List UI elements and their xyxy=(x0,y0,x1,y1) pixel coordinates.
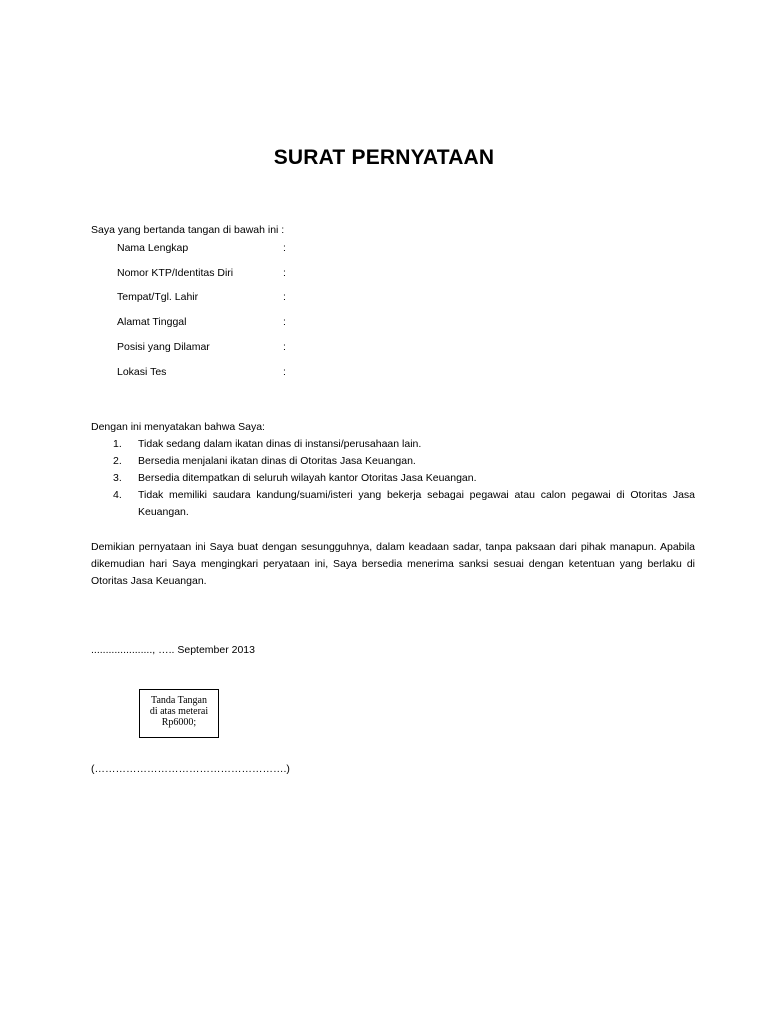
list-item xyxy=(91,436,695,453)
field-label-tempat-tgl-lahir: Tempat/Tgl. Lahir xyxy=(117,291,199,303)
list-number: 3. xyxy=(113,472,122,484)
list-item xyxy=(91,470,695,487)
document-title: SURAT PERNYATAAN xyxy=(273,146,495,169)
list-text: Tidak memiliki saudara kandung/suami/isteri yang bekerja sebagai pegawai atau calon pegawai di Otoritas Jasa Keuangan. xyxy=(138,489,695,518)
stamp-box xyxy=(139,689,219,738)
statement-intro: Dengan ini menyatakan bahwa Saya: xyxy=(91,421,265,433)
field-label-posisi-dilamar: Posisi yang Dilamar xyxy=(117,341,210,353)
field-colon: : xyxy=(283,366,286,378)
field-colon: : xyxy=(283,316,286,328)
field-label-alamat-tinggal: Alamat Tinggal xyxy=(117,316,187,328)
list-number: 1. xyxy=(113,438,122,450)
field-colon: : xyxy=(283,267,286,279)
field-label-lokasi-tes: Lokasi Tes xyxy=(117,366,167,378)
intro-text: Saya yang bertanda tangan di bawah ini : xyxy=(91,224,285,236)
statement-list xyxy=(91,436,695,521)
date-line: ....................., ….. September 2013 xyxy=(91,644,255,656)
field-colon: : xyxy=(283,341,286,353)
field-colon: : xyxy=(283,242,286,254)
stamp-box-line: Rp6000; xyxy=(161,717,197,728)
field-label-nama-lengkap: Nama Lengkap xyxy=(117,242,189,254)
field-label-nomor-ktp: Nomor KTP/Identitas Diri xyxy=(117,267,234,279)
stamp-box-line: Tanda Tangan xyxy=(151,695,207,706)
closing-paragraph: Demikian pernyataan ini Saya buat dengan sesungguhnya, dalam keadaan sadar, tanpa paksaan dari pihak manapun. Apabila dikemudian hari Saya mengingkari peryataan ini, Saya bersedia menerima sanksi sesuai dengan ketentuan yang berlaku di Otoritas Jasa Keuangan. xyxy=(91,541,695,587)
list-number: 2. xyxy=(113,455,122,467)
field-colon: : xyxy=(283,291,286,303)
signature-line: (……………………………………………….) xyxy=(91,763,290,775)
list-item xyxy=(91,453,695,470)
stamp-box-line: di atas meterai xyxy=(149,706,209,717)
list-item xyxy=(91,487,695,521)
list-text: Tidak sedang dalam ikatan dinas di instansi/perusahaan lain. xyxy=(138,438,422,450)
list-text: Bersedia ditempatkan di seluruh wilayah kantor Otoritas Jasa Keuangan. xyxy=(138,472,477,484)
list-text: Bersedia menjalani ikatan dinas di Otoritas Jasa Keuangan. xyxy=(138,455,416,467)
list-number: 4. xyxy=(113,489,122,501)
